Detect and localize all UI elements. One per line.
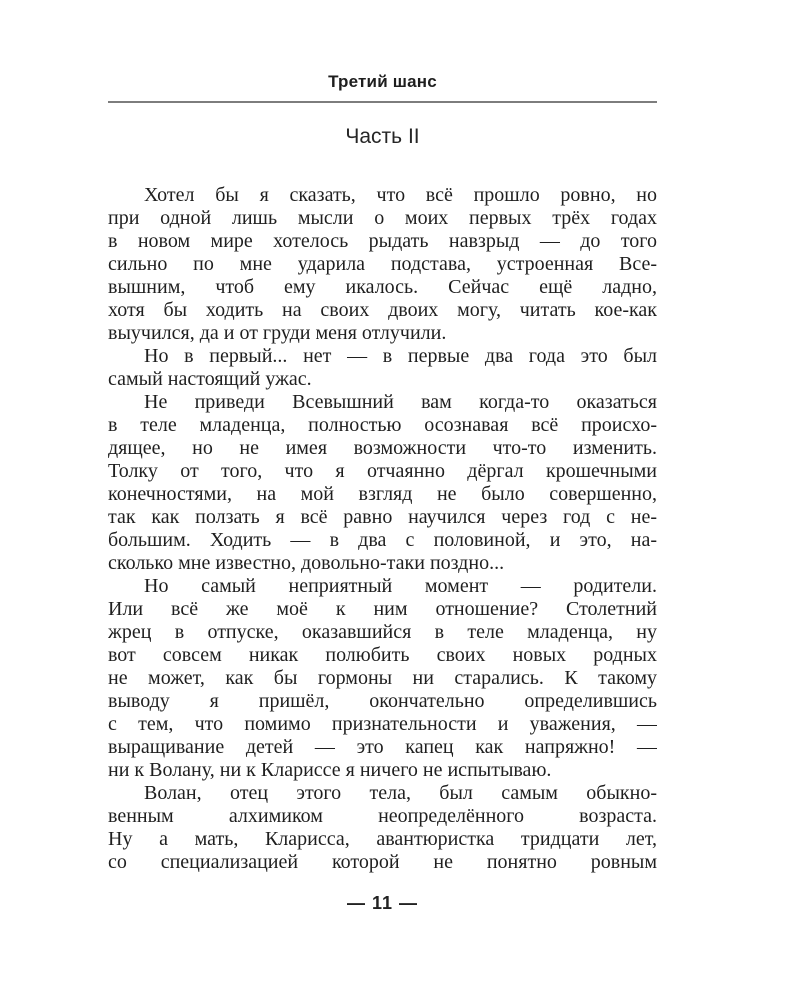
body-text — [108, 184, 657, 874]
text-line: Толку от того, что я отчаянно дёргал крошечными — [108, 460, 657, 482]
text-line: Хотел бы я сказать, что всё прошло ровно, но — [144, 184, 657, 206]
paragraph — [108, 184, 657, 345]
text-line: Ну а мать, Кларисса, авантюристка тридцати лет, — [108, 828, 657, 850]
text-line: выводу я пришёл, окончательно определившись — [108, 690, 657, 712]
text-line: конечностями, на мой взгляд не было совершенно, — [108, 483, 657, 505]
text-line: вышним, чтоб ему икалось. Сейчас ещё ладно, — [108, 276, 657, 298]
text-line: вот совсем никак полюбить своих новых родных — [108, 644, 657, 666]
text-line: Но самый неприятный момент — родители. — [144, 575, 657, 597]
paragraph — [108, 575, 657, 782]
text-line: в теле младенца, полностью осознавая всё происхо- — [108, 414, 657, 436]
text-line: при одной лишь мысли о моих первых трёх годах — [108, 207, 657, 229]
text-line: самый настоящий ужас. — [108, 368, 312, 390]
text-line: большим. Ходить — в два с половиной, и это, на- — [108, 529, 657, 551]
text-line: хотя бы ходить на своих двоих могу, читать кое-как — [108, 299, 657, 321]
text-line: венным алхимиком неопределённого возраста. — [108, 805, 657, 827]
text-line: Или всё же моё к ним отношение? Столетний — [108, 598, 657, 620]
running-title: Третий шанс — [328, 72, 437, 91]
text-line: сильно по мне ударила подстава, устроенная Все- — [108, 253, 657, 275]
text-line: сколько мне известно, довольно-таки поздно... — [108, 552, 505, 574]
text-line: с тем, что помимо признательности и уважения, — — [108, 713, 657, 735]
text-line: в новом мире хотелось рыдать навзрыд — до того — [108, 230, 657, 252]
text-line: жрец в отпуске, оказавшийся в теле младенца, ну — [108, 621, 657, 643]
paragraph — [108, 782, 657, 874]
page-number: — 11 — — [346, 893, 419, 913]
header-rule — [108, 101, 657, 103]
text-line: выращивание детей — это капец как напряжно! — — [108, 736, 657, 758]
text-line: Но в первый... нет — в первые два года это был — [144, 345, 657, 367]
text-line: Не приведи Всевышний вам когда-то оказаться — [144, 391, 657, 413]
text-block — [108, 0, 657, 1000]
text-line: со специализацией которой не понятно ровным — [108, 851, 657, 873]
chapter-title: Часть II — [345, 125, 420, 148]
text-line: не может, как бы гормоны ни старались. К такому — [108, 667, 657, 689]
text-line: так как ползать я всё равно научился через год с не- — [108, 506, 657, 528]
text-line: Волан, отец этого тела, был самым обыкно- — [144, 782, 657, 804]
paragraph — [108, 345, 657, 391]
text-line: дящее, но не имея возможности что-то изменить. — [108, 437, 657, 459]
text-line: выучился, да и от груди меня отлучили. — [108, 322, 447, 344]
text-line: ни к Волану, ни к Клариссе я ничего не испытываю. — [108, 759, 552, 781]
paragraph — [108, 391, 657, 575]
